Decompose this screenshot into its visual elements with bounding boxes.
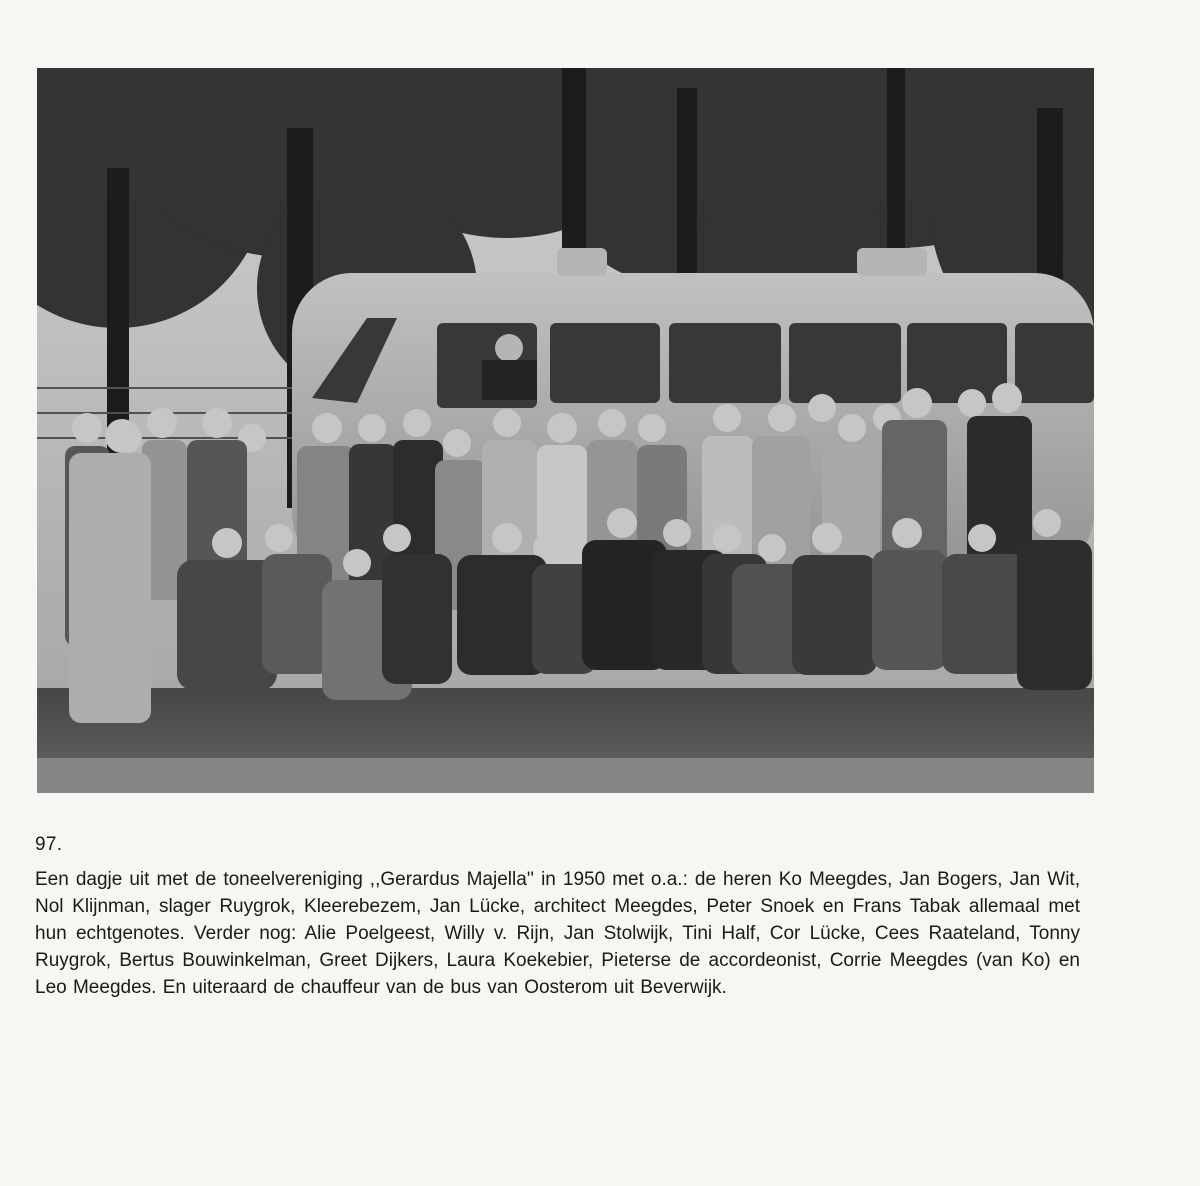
- plate-number: 97.: [35, 834, 63, 855]
- group-photo-bus-icon: [37, 68, 1094, 793]
- photo-caption: [35, 832, 1080, 1001]
- caption-text: Een dagje uit met de toneelvereniging ,,Gerardus Majella'' in 1950 met o.a.: de heren Ko Meegdes, Jan Bogers, Jan Wit, Nol Klijnman, slager Ruygrok, Kleerebezem, Jan Lücke, architect Meegdes, Peter Snoek en Frans Tabak allemaal met hun echtgenotes. Verder nog: Alie Poelgeest, Willy v. Rijn, Jan Stolwijk, Tini Half, Cor Lücke, Cees Raateland, Tonny Ruygrok, Bertus Bouwinkelman, Greet Dijkers, Laura Koekebier, Pieterse de accordeonist, Corrie Meegdes (van Ko) en Leo Meegdes. En uiteraard de chauffeur van de bus van Oosterom uit Beverwijk.: [35, 869, 1080, 998]
- group-photo: [37, 68, 1094, 793]
